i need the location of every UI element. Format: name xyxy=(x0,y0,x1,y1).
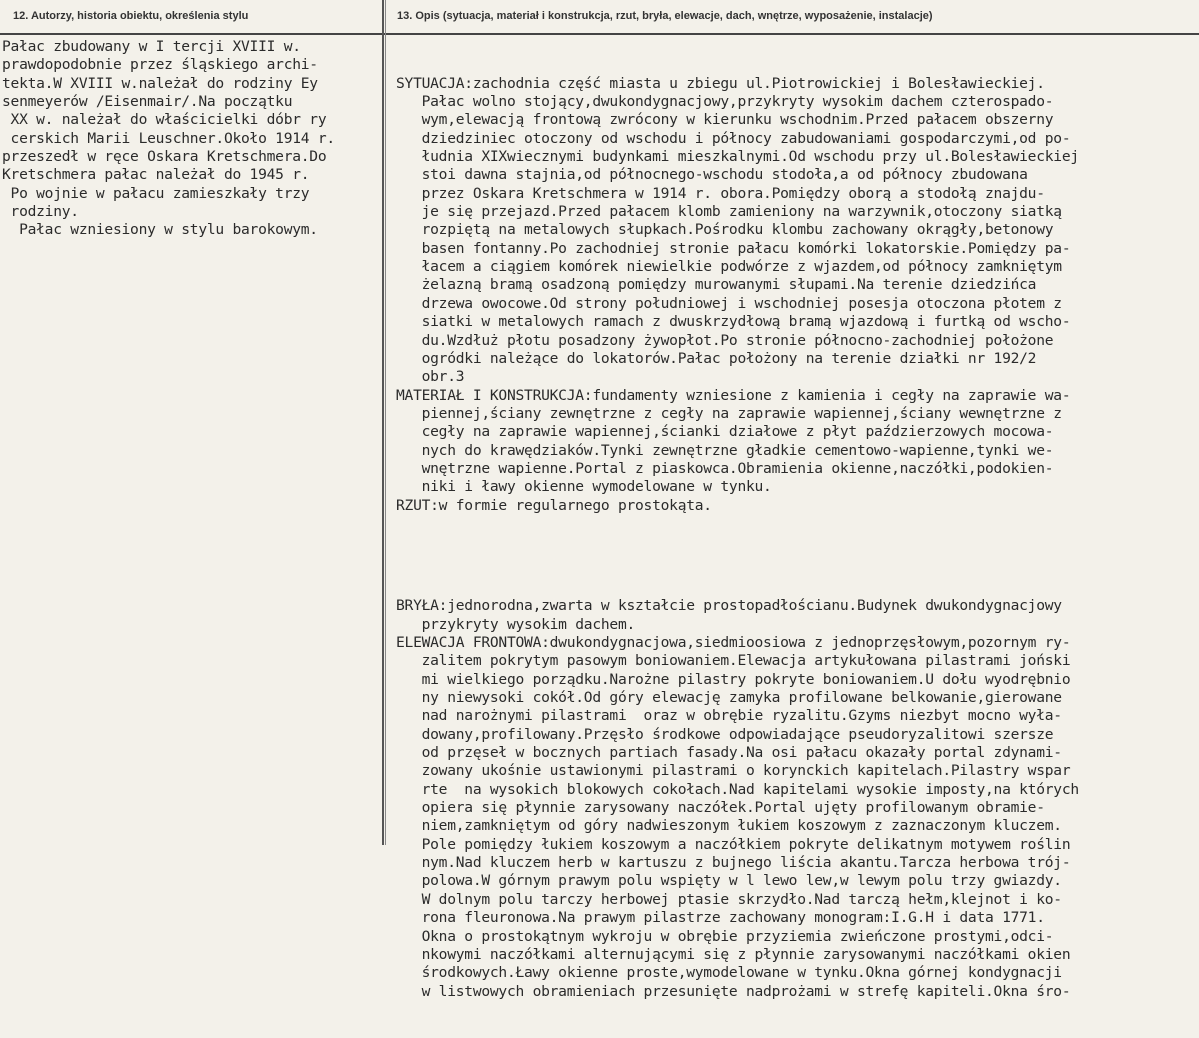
text-line: W dolnym polu tarczy herbowej ptasie skrzydło.Nad tarczą hełm,klejnot i ko- xyxy=(396,890,1062,908)
text-line: rodziny. xyxy=(2,203,79,221)
text-line: nych do krawędziaków.Tynki zewnętrzne gładkie cementowo-wapienne,tynki we- xyxy=(396,441,1054,459)
text-line: niki i ławy okienne wymodelowane w tynku. xyxy=(396,478,772,496)
description-part-mass-facade xyxy=(396,597,1199,1001)
description-part-site-structure xyxy=(396,75,1199,515)
text-line: siatki w metalowych ramach z dwuskrzydłową bramą wjazdową i furtką od wscho- xyxy=(396,313,1071,331)
section-12-heading: 12. Autorzy, historia obiektu, określenia stylu xyxy=(13,10,249,22)
text-line: BRYŁA:jednorodna,zwarta w kształcie prostopadłościanu.Budynek dwukondygnacjowy xyxy=(396,597,1062,615)
text-line: ELEWACJA FRONTOWA:dwukondygnacjowa,siedmioosiowa z jednoprzęsłowym,pozornym ry- xyxy=(396,634,1071,651)
text-line: tekta.W XVIII w.należał do rodziny Ey xyxy=(2,74,318,92)
text-line: żelazną bramą osadzoną pomiędzy murowanymi słupami.Na terenie dziedzińca xyxy=(396,276,1037,294)
text-line: przykryty wysokim dachem. xyxy=(396,615,636,633)
text-line: zalitem pokrytym pasowym boniowaniem.Elewacja artykułowana pilastrami joński xyxy=(396,652,1071,670)
text-line: drzewa owocowe.Od strony południowej i wschodniej posesja otoczona płotem z xyxy=(396,294,1062,312)
text-line: nad narożnymi pilastrami oraz w obrębie ryzalitu.Gzyms niezbyt mocno wyła- xyxy=(396,707,1062,725)
text-line: Po wojnie w pałacu zamieszkały trzy xyxy=(2,184,310,202)
text-line: od przęseł w bocznych partiach fasady.Na osi pałacu okazały portal zdynami- xyxy=(396,744,1062,762)
text-line: mi wielkiego porządku.Narożne pilastry pokryte boniowaniem.U dołu wyodrębnio xyxy=(396,670,1071,688)
text-line: stoi dawna stajnia,od północnego-wschodu stodoła,a od północy zbudowana xyxy=(396,166,1028,184)
text-line: ny niewysoki cokół.Od góry elewację zamyka profilowane belkowanie,gierowane xyxy=(396,689,1062,707)
text-line: zowany ukośnie ustawionymi pilastrami o korynckich kapitelach.Pilastry wspar xyxy=(396,762,1071,780)
text-line: rte na wysokich blokowych cokołach.Nad kapitelami wysokie imposty,na których xyxy=(396,780,1079,798)
text-line: du.Wzdłuż płotu posadzony żywopłot.Po stronie północno-zachodniej położone xyxy=(396,331,1054,349)
text-line: środkowych.Ławy okienne proste,wymodelowane w tynku.Okna górnej kondygnacji xyxy=(396,964,1062,982)
text-line: wnętrzne wapienne.Portal z piaskowca.Obramienia okienne,naczółki,podokien- xyxy=(396,459,1054,477)
text-line: XX w. należał do właścicielki dóbr ry xyxy=(2,111,327,129)
text-line: nym.Nad kluczem herb w kartuszu z bujnego liścia akantu.Tarcza herbowa trój- xyxy=(396,854,1071,872)
text-line: dowany,profilowany.Przęsło środkowe odpowiadające pseudoryzalitowi szersze xyxy=(396,725,1054,743)
text-line: przez Oskara Kretschmera w 1914 r. obora.Pomiędzy oborą a stodołą znajdu- xyxy=(396,184,1045,202)
description-text xyxy=(396,38,1199,1038)
authors-history-text xyxy=(0,38,382,240)
text-line: rona fleuronowa.Na prawym pilastrze zachowany monogram:I.G.H i data 1771. xyxy=(396,909,1045,927)
text-line: Kretschmera pałac należał do 1945 r. xyxy=(2,166,310,184)
text-line: polowa.W górnym prawym polu wspięty w l lewo lew,w lewym polu trzy gwiazdy. xyxy=(396,872,1062,890)
text-line: Pałac zbudowany w I tercji XVIII w. xyxy=(2,38,301,55)
text-line: prawdopodobnie przez śląskiego archi- xyxy=(2,56,318,74)
section-13-heading: 13. Opis (sytuacja, materiał i konstrukcja, rzut, bryła, elewacje, dach, wnętrze, wyposażenie, instalacje) xyxy=(397,10,933,22)
text-line: opiera się płynnie zarysowany naczółek.Portal ujęty profilowanym obramie- xyxy=(396,799,1045,817)
text-line: wym,elewacją frontową zwrócony w kierunku wschodnim.Przed pałacem obszerny xyxy=(396,111,1054,129)
text-line: obr.3 xyxy=(396,368,465,386)
text-line: RZUT:w formie regularnego prostokąta. xyxy=(396,496,712,514)
header-divider xyxy=(0,33,1199,35)
text-line: piennej,ściany zewnętrzne z cegły na zaprawie wapiennej,ściany wewnętrzne z xyxy=(396,404,1062,422)
column-divider-secondary xyxy=(385,0,386,845)
text-line: ogródki należące do lokatorów.Pałac położony na terenie działki nr 192/2 xyxy=(396,349,1037,367)
text-line: łacem a ciągiem komórek niewielkie podwórze z wjazdem,od północy zamkniętym xyxy=(396,258,1062,276)
text-line: cerskich Marii Leuschner.Około 1914 r. xyxy=(2,129,335,147)
text-line: łudnia XIXwiecznymi budynkami mieszkalnymi.Od wschodu przy ul.Bolesławieckiej xyxy=(396,148,1079,166)
text-line: SYTUACJA:zachodnia część miasta u zbiegu ul.Piotrowickiej i Bolesławieckiej. xyxy=(396,74,1045,92)
text-line: MATERIAŁ I KONSTRUKCJA:fundamenty wzniesione z kamienia i cegły na zaprawie wa- xyxy=(396,386,1071,404)
text-line: przeszedł w ręce Oskara Kretschmera.Do xyxy=(2,148,327,166)
text-line: nkowymi naczółkami alternującymi się z płynnie zarysowanymi naczółkami okien xyxy=(396,945,1071,963)
text-line: dziedziniec otoczony od wschodu i północy zabudowaniami gospodarczymi,od po- xyxy=(396,129,1071,147)
text-line: senmeyerów /Eisenmair/.Na początku xyxy=(2,93,293,111)
text-line: niem,zamkniętym od góry nadwieszonym łukiem koszowym z zaznaczonym kluczem. xyxy=(396,817,1062,835)
text-line: w listwowych obramieniach przesunięte nadprożami w strefę kapiteli.Okna śro- xyxy=(396,982,1071,1000)
text-line: Okna o prostokątnym wykroju w obrębie przyziemia zwieńczone prostymi,odci- xyxy=(396,927,1054,945)
text-line: Pałac wolno stojący,dwukondygnacjowy,przykryty wysokim dachem czterospado- xyxy=(396,93,1054,111)
text-line: rozpiętą na metalowych słupkach.Pośrodku klombu zachowany okrągły,betonowy xyxy=(396,221,1054,239)
text-line: Pałac wzniesiony w stylu barokowym. xyxy=(2,221,318,239)
column-divider xyxy=(382,0,384,845)
text-line: cegły na zaprawie wapiennej,ścianki działowe z płyt paździerzowych mocowa- xyxy=(396,423,1054,441)
text-line: Pole pomiędzy łukiem koszowym a naczółkiem pokryte delikatnym motywem roślin xyxy=(396,835,1071,853)
paragraph-gap xyxy=(396,552,1199,561)
text-line: basen fontanny.Po zachodniej stronie pałacu komórki lokatorskie.Pomiędzy pa- xyxy=(396,239,1071,257)
text-line: je się przejazd.Przed pałacem klomb zamieniony na warzywnik,otoczony siatką xyxy=(396,203,1062,221)
